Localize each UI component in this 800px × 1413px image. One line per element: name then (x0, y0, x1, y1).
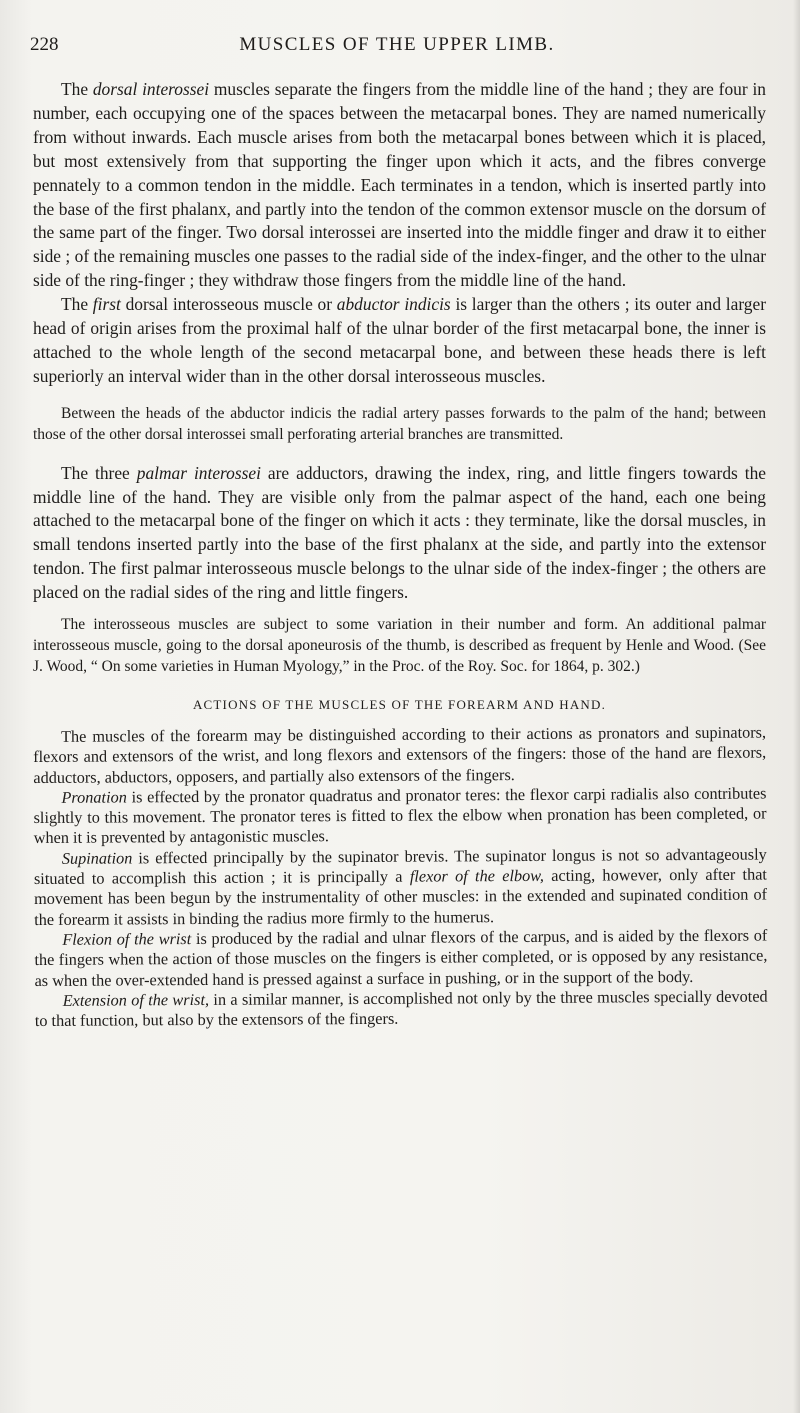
page-edge-shadow (793, 0, 800, 1413)
running-head: MUSCLES OF THE UPPER LIMB. (239, 34, 555, 55)
paragraph-pronation (33, 783, 766, 848)
italic-term: first (92, 294, 121, 315)
italic-term: Pronation (61, 787, 127, 807)
page-body (33, 78, 766, 1031)
spacer (33, 605, 766, 615)
paragraph-flexion-wrist (34, 925, 767, 990)
actions-section (33, 722, 768, 1031)
note-radial-artery: Between the heads of the abductor indicis the radial artery passes forwards to the palm of the hand; between those of the other dorsal interossei small perforating arterial branches are transmitted. (33, 404, 766, 443)
paragraph-first-dorsal-interosseous (33, 293, 766, 389)
text-run: The (61, 294, 93, 315)
spacer (33, 446, 766, 462)
italic-term: Supination (61, 847, 133, 868)
text-run: is produced by the radial and ulnar flexors of the carpus, and is aided by the flexors of the fingers when the action of those muscles on the fingers is either completed, or is opposed by any resistance, as when the over-extended hand is pressed against a surface in pushing, or in the support of the body. (34, 925, 768, 990)
text-run: muscles separate the fingers from the middle line of the hand ; they are four in number, each occupying one of the spaces between the metacarpal bones. They are named numerically from without inwards. Each muscle arises from both the metacarpal bones between which it is placed, but most extensively from that supporting the finger upon which it acts, and the fibres converge pennately to a common tendon in the middle. Each terminates in a tendon, which is inserted partly into the base of the first phalanx, and partly into the tendon of the common extensor muscle on the dorsum of the same part of the finger. Two dorsal interossei are inserted into the middle finger and draw it to either side ; of the remaining muscles one passes to the radial side of the index-finger, and the other to the ulnar side of the ring-finger ; they withdraw those fingers from the middle line of the hand. (33, 79, 766, 291)
note-interosseous-variation: The interosseous muscles are subject to some variation in their number and form. An additional palmar interosseous muscle, going to the dorsal aponeurosis of the thumb, is described as frequent by Henle and Wood. (See J. Wood, “ On some varieties in Human Myology,” in the Proc. of the Roy. Soc. for 1864, p. 302.) (33, 616, 766, 675)
text-run: is larger than the others ; its outer and larger head of origin arises from the proximal half of the ulnar border of the first metacarpal bone, the inner is attached to the whole length of the second metacarpal bone, and between these heads there is left superiorly an interval wider than in the other dorsal interosseous muscles. (33, 294, 767, 386)
italic-term: Extension of the wrist, (62, 989, 210, 1010)
italic-term: Flexion of the wrist (62, 928, 192, 949)
section-heading: ACTIONS OF THE MUSCLES OF THE FOREARM AND HAND. (192, 696, 607, 712)
spacer (33, 389, 766, 404)
paragraph-forearm-actions: The muscles of the forearm may be distinguished according to their actions as pronators and supinators, flexors and extensors of the wrist, and long flexors and extensors of the fingers: those of the hand are flexors, adductors, abductors, opposers, and partially also extensors of the fingers. (33, 722, 767, 787)
paragraph-extension-wrist (35, 986, 768, 1031)
text-run: dorsal interosseous muscle or (120, 294, 337, 315)
paragraph-palmar-interossei (33, 462, 766, 605)
text-run: in a similar manner, is accomplished not only by the three muscles specially devoted to that function, but also by the extensors of the fingers. (34, 986, 768, 1030)
text-run: is effected by the pronator quadratus and pronator teres: the flexor carpi radialis also contributes slightly to this movement. The pronator teres is fitted to flex the elbow when pronation has been completed, or when it is prevented by antagonistic muscles. (33, 783, 767, 848)
italic-term: flexor of the elbow, (409, 865, 545, 886)
paragraph-supination (34, 844, 767, 930)
text-run: acting, however, only after that movement has been begun by the instrumentality of other muscles: in the extended and supinated condition of the forearm it assists in binding the radius more firmly to the humerus. (33, 864, 768, 929)
italic-term: dorsal interossei (92, 79, 210, 99)
text-run: The (61, 79, 93, 99)
page-header (30, 34, 764, 60)
text-run: is effected principally by the supinator brevis. The supinator longus is not so advantageously situated to accomplish this action ; it is principally a (33, 844, 767, 888)
italic-term: abductor indicis (336, 294, 451, 315)
text-run: The three (61, 462, 137, 483)
paragraph-dorsal-interossei (33, 78, 766, 293)
page-number: 228 (30, 34, 59, 55)
italic-term: palmar interossei (136, 462, 261, 483)
text-run: are adductors, drawing the index, ring, and little fingers towards the middle line of the hand. They are visible only from the palmar aspect of the hand, each one being attached to the metacarpal bone of the finger on which it acts : they terminate, like the dorsal muscles, in small tendons inserted partly into the base of the first phalanx at the side, and partly into the extensor tendon. The first palmar interosseous muscle belongs to the ulnar side of the index-finger ; the others are placed on the radial sides of the ring and little fingers. (33, 462, 766, 603)
